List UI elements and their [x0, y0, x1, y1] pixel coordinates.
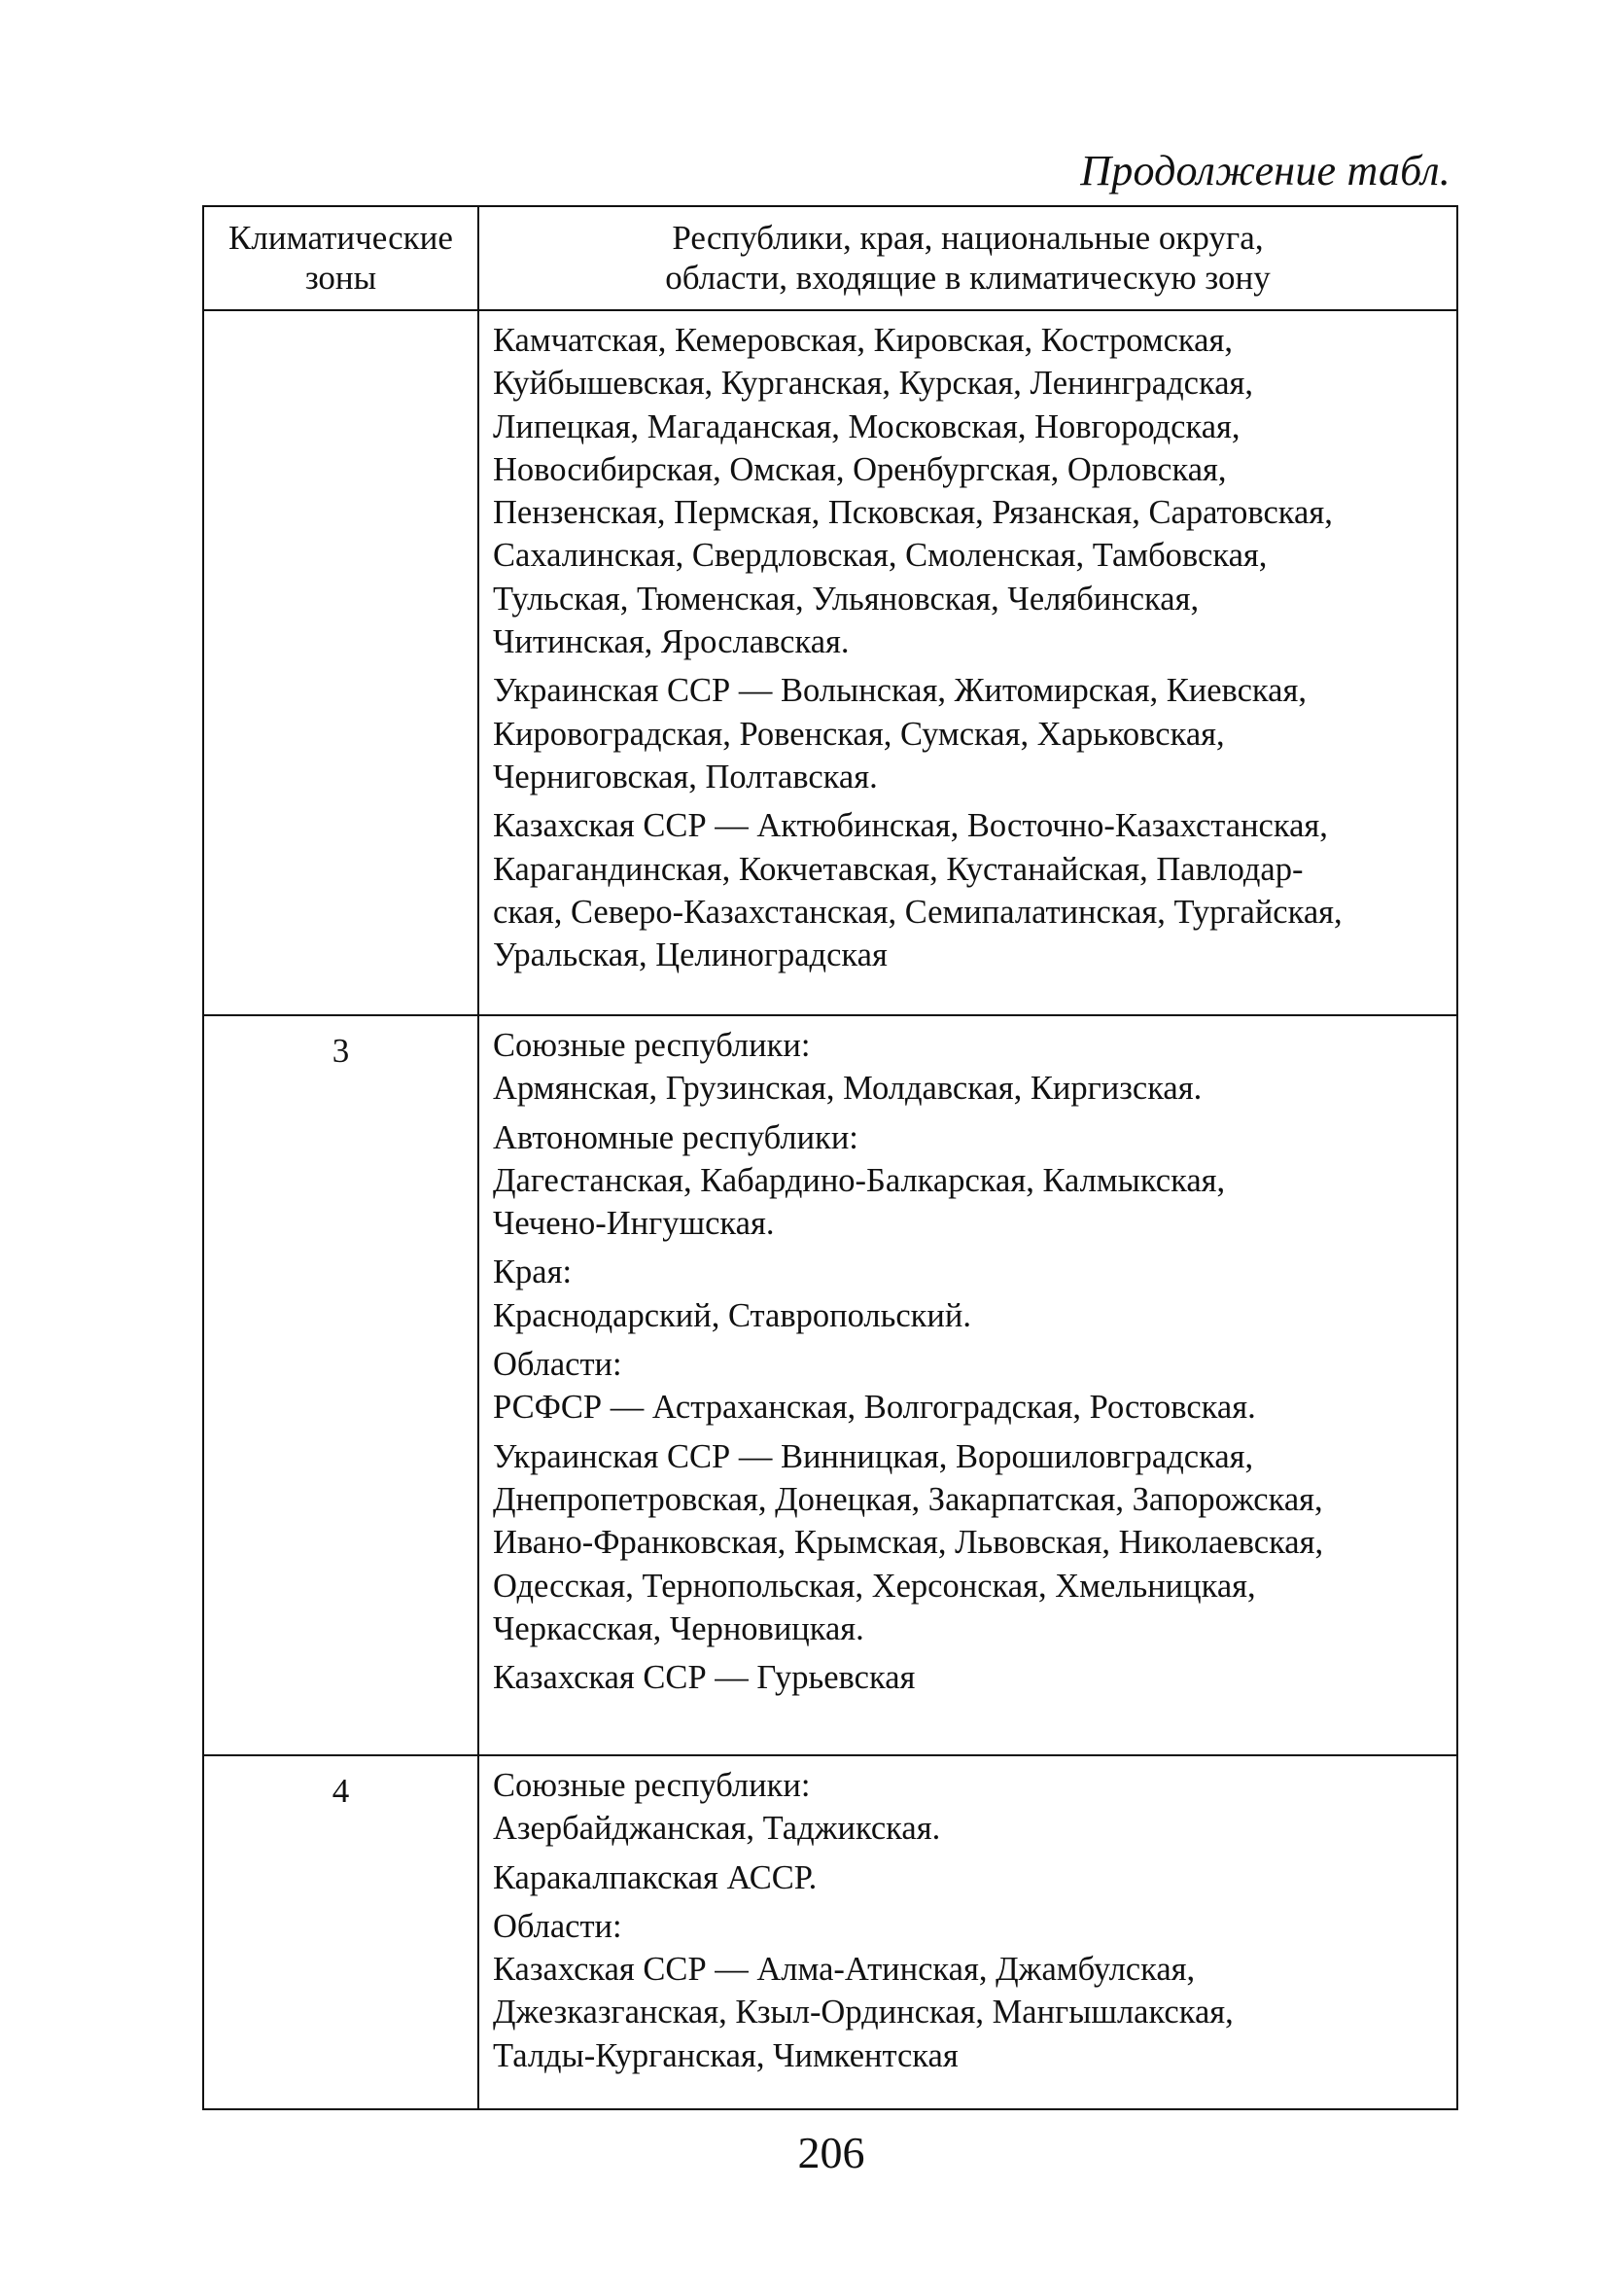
- table-row: [203, 1755, 1457, 2109]
- zone-cell: 4: [203, 1755, 478, 2109]
- zone-cell: 3: [203, 1015, 478, 1755]
- regions-cell: [478, 1755, 1457, 2109]
- region-paragraph: Казахская ССР — Гурьевская: [493, 1659, 916, 1697]
- table-continuation-caption: Продолжение табл.: [1080, 147, 1451, 194]
- header-regions: [478, 206, 1457, 310]
- region-paragraph: Края: Краснодарский, Ставропольский.: [493, 1254, 971, 1334]
- header-climate-zones-label: Климатические зоны: [228, 219, 453, 297]
- table-row: [203, 1015, 1457, 1755]
- header-climate-zones: [203, 206, 478, 310]
- header-regions-label: Республики, края, национальные округа, области, входящие в климатическую зону: [665, 219, 1271, 297]
- region-paragraph: Союзные республики: Армянская, Грузинская, Молдавская, Киргизская.: [493, 1027, 1203, 1108]
- table-header-row: [203, 206, 1457, 310]
- region-paragraph: Казахская ССР — Актюбинская, Восточно-Казахстанская, Карагандинская, Кокчетавская, Кустанайская, Павлодар- ская, Северо-Казахстанская, Семипалатинская, Тургайская, Уральская, Целиноградская: [493, 807, 1343, 974]
- climate-zones-table: [202, 205, 1458, 2110]
- region-paragraph: Каракалпакская АССР.: [493, 1858, 818, 1896]
- region-paragraph: Украинская ССР — Винницкая, Ворошиловградская, Днепропетровская, Донецкая, Закарпатская, Запорожская, Ивано-Франковская, Крымская, Львовская, Николаевская, Одесская, Тернопольская, Херсонская, Хмельницкая, Черкасская, Черновицкая.: [493, 1437, 1324, 1647]
- region-paragraph: Автономные республики: Дагестанская, Кабардино-Балкарская, Калмыкская, Чечено-Ингушская.: [493, 1118, 1226, 1243]
- regions-cell: [478, 310, 1457, 1015]
- regions-cell: [478, 1015, 1457, 1755]
- page-number: 206: [797, 2128, 865, 2177]
- zone-cell: [203, 310, 478, 1015]
- region-paragraph: Области: Казахская ССР — Алма-Атинская, Джамбулская, Джезказганская, Кзыл-Ординская, Мангышлакская, Талды-Курганская, Чимкентская: [493, 1907, 1234, 2074]
- table-row: [203, 310, 1457, 1015]
- region-paragraph: Союзные республики: Азербайджанская, Таджикская.: [493, 1767, 941, 1848]
- region-paragraph: Области: РСФСР — Астраханская, Волгоградская, Ростовская.: [493, 1346, 1256, 1427]
- region-paragraph: Камчатская, Кемеровская, Кировская, Костромская, Куйбышевская, Курганская, Курская, Ленинградская, Липецкая, Магаданская, Московская, Новгородская, Новосибирская, Омская, Оренбургская, Орловская, Пензенская, Пермская, Псковская, Рязанская, Саратовская, Сахалинская, Свердловская, Смоленская, Тамбовская, Тульская, Тюменская, Ульяновская, Челябинская, Читинская, Ярославская.: [493, 322, 1333, 661]
- region-paragraph: Украинская ССР — Волынская, Житомирская, Киевская, Кировоградская, Ровенская, Сумская, Харьковская, Черниговская, Полтавская.: [493, 672, 1307, 795]
